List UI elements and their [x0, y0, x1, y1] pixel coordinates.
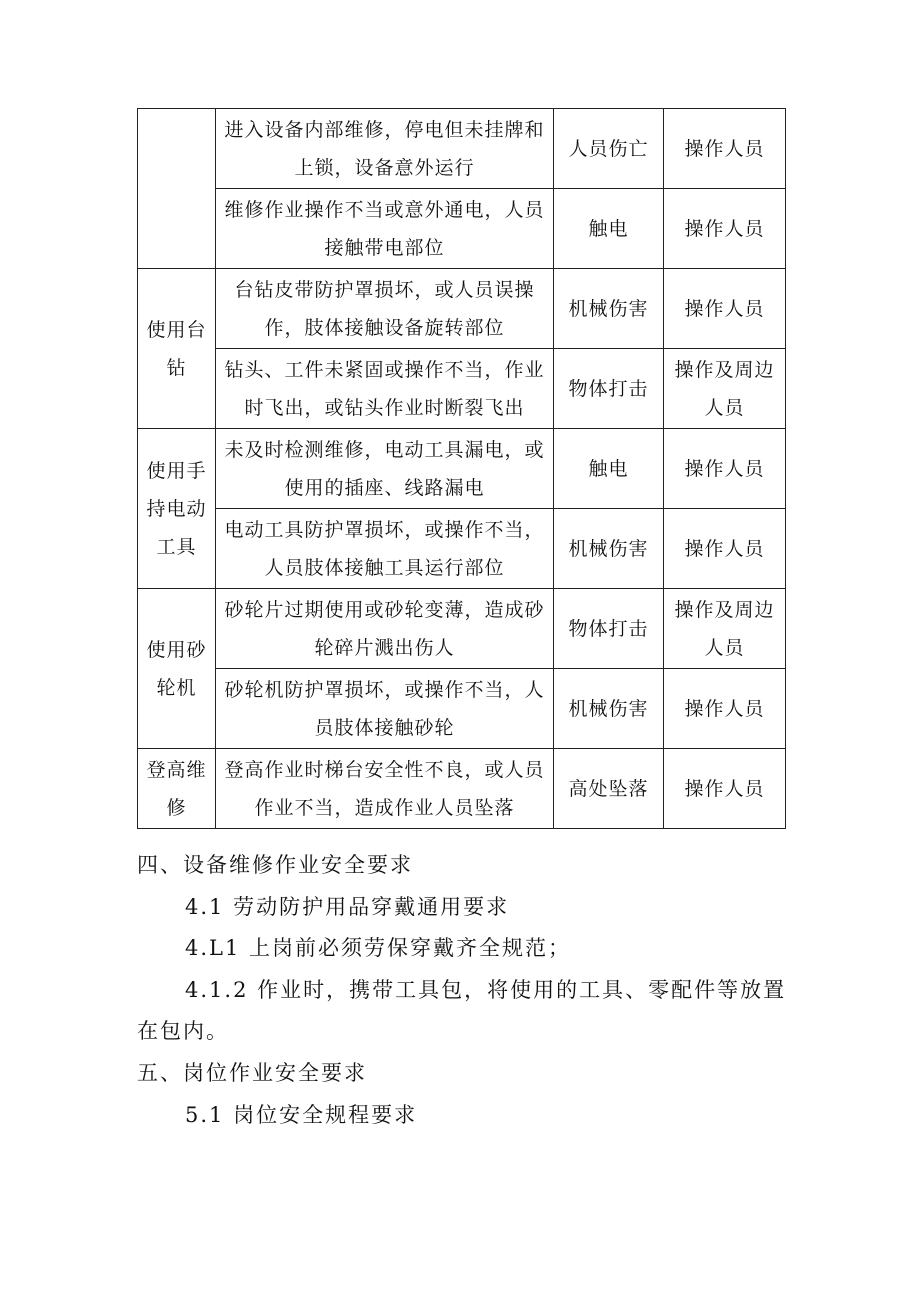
- description-cell: 砂轮机防护罩损坏，或操作不当，人员肢体接触砂轮: [216, 669, 554, 749]
- hazard-cell: 机械伤害: [554, 669, 664, 749]
- description-cell: 砂轮片过期使用或砂轮变薄，造成砂轮碎片溅出伤人: [216, 589, 554, 669]
- responsible-cell: 操作人员: [664, 749, 786, 829]
- table-row: [138, 189, 786, 269]
- responsible-cell: 操作人员: [664, 269, 786, 349]
- hazard-cell: 触电: [554, 429, 664, 509]
- table-row: [138, 749, 786, 829]
- section-4-heading: 四、设备维修作业安全要求: [137, 853, 413, 877]
- responsible-cell: 操作人员: [664, 189, 786, 269]
- section-4-1-2-text-line1: 4.1.2 作业时，携带工具包，将使用的工具、零配件等放置: [185, 978, 787, 1002]
- description-cell: 维修作业操作不当或意外通电，人员接触带电部位: [216, 189, 554, 269]
- section-4-1-heading: 4.1 劳动防护用品穿戴通用要求: [185, 895, 510, 919]
- hazard-cell: 机械伤害: [554, 269, 664, 349]
- responsible-cell: 操作人员: [664, 429, 786, 509]
- table-row: [138, 509, 786, 589]
- hazard-cell: 物体打击: [554, 349, 664, 429]
- table-row: [138, 349, 786, 429]
- activity-cell: 使用砂轮机: [138, 589, 216, 749]
- description-cell: 进入设备内部维修，停电但未挂牌和上锁，设备意外运行: [216, 109, 554, 189]
- table-row: [138, 589, 786, 669]
- hazard-cell: 机械伤害: [554, 509, 664, 589]
- responsible-cell: 操作人员: [664, 669, 786, 749]
- section-5-heading: 五、岗位作业安全要求: [137, 1061, 367, 1085]
- responsible-cell: 操作人员: [664, 109, 786, 189]
- hazard-cell: 高处坠落: [554, 749, 664, 829]
- risk-table: [137, 108, 786, 829]
- hazard-cell: 物体打击: [554, 589, 664, 669]
- responsible-cell: 操作人员: [664, 509, 786, 589]
- description-cell: 台钻皮带防护罩损坏，或人员误操作，肢体接触设备旋转部位: [216, 269, 554, 349]
- description-cell: 未及时检测维修，电动工具漏电，或使用的插座、线路漏电: [216, 429, 554, 509]
- section-5-1-heading: 5.1 岗位安全规程要求: [185, 1103, 418, 1127]
- table-row: [138, 669, 786, 749]
- table-row: [138, 269, 786, 349]
- activity-cell: 使用手持电动工具: [138, 429, 216, 589]
- description-cell: 电动工具防护罩损坏，或操作不当，人员肢体接触工具运行部位: [216, 509, 554, 589]
- section-4-1-1-text: 4.L1 上岗前必须劳保穿戴齐全规范；: [185, 936, 572, 960]
- activity-cell: 登高维修: [138, 749, 216, 829]
- hazard-cell: 触电: [554, 189, 664, 269]
- activity-cell: [138, 109, 216, 269]
- responsible-cell: 操作及周边人员: [664, 589, 786, 669]
- table-row: [138, 429, 786, 509]
- activity-cell: 使用台钻: [138, 269, 216, 429]
- description-cell: 登高作业时梯台安全性不良，或人员作业不当，造成作业人员坠落: [216, 749, 554, 829]
- description-cell: 钻头、工件未紧固或操作不当，作业时飞出，或钻头作业时断裂飞出: [216, 349, 554, 429]
- responsible-cell: 操作及周边人员: [664, 349, 786, 429]
- table-row: [138, 109, 786, 189]
- hazard-cell: 人员伤亡: [554, 109, 664, 189]
- section-4-1-2-text-line2: 在包内。: [137, 1019, 229, 1043]
